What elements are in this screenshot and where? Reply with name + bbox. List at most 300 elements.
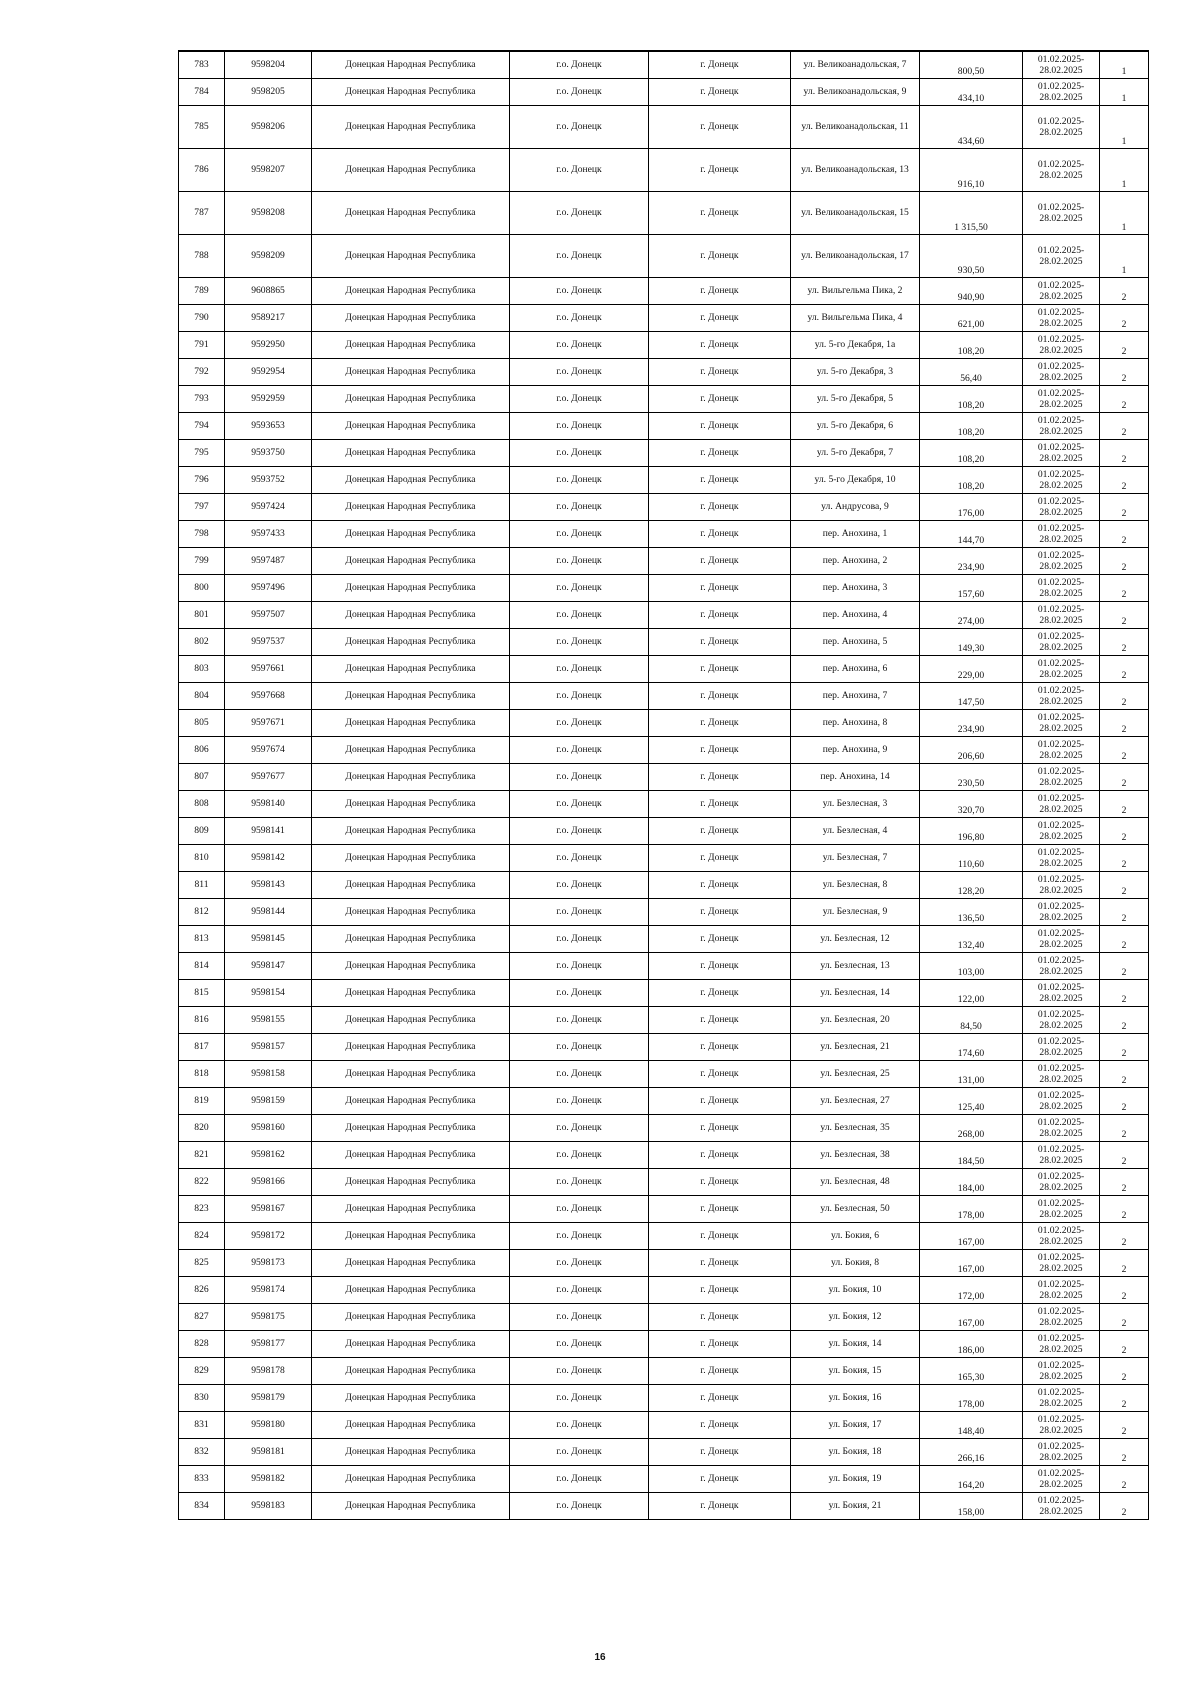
object-id: 9592950 <box>225 331 312 358</box>
object-id: 9598204 <box>225 51 312 78</box>
table-row <box>179 304 1149 331</box>
city-cell: г. Донецк <box>649 1384 791 1411</box>
table-row <box>179 763 1149 790</box>
table-row <box>179 385 1149 412</box>
count-cell: 2 <box>1100 979 1149 1006</box>
district-cell: г.о. Донецк <box>510 105 649 148</box>
address-cell: ул. Бокия, 18 <box>791 1438 920 1465</box>
count-cell: 2 <box>1100 1357 1149 1384</box>
city-cell: г. Донецк <box>649 574 791 601</box>
table-row <box>179 601 1149 628</box>
city-cell: г. Донецк <box>649 925 791 952</box>
table-row <box>179 1222 1149 1249</box>
period-cell: 01.02.2025-28.02.2025 <box>1023 520 1100 547</box>
region-cell: Донецкая Народная Республика <box>312 736 510 763</box>
amount-cell: 234,90 <box>920 547 1023 574</box>
amount-cell: 103,00 <box>920 952 1023 979</box>
amount-cell: 108,20 <box>920 466 1023 493</box>
period-cell: 01.02.2025-28.02.2025 <box>1023 628 1100 655</box>
region-cell: Донецкая Народная Республика <box>312 105 510 148</box>
amount-cell: 940,90 <box>920 277 1023 304</box>
object-id: 9597677 <box>225 763 312 790</box>
city-cell: г. Донецк <box>649 1006 791 1033</box>
amount-cell: 174,60 <box>920 1033 1023 1060</box>
period-cell: 01.02.2025-28.02.2025 <box>1023 105 1100 148</box>
period-cell: 01.02.2025-28.02.2025 <box>1023 655 1100 682</box>
city-cell: г. Донецк <box>649 736 791 763</box>
address-cell: ул. Безлесная, 12 <box>791 925 920 952</box>
city-cell: г. Донецк <box>649 78 791 105</box>
address-cell: ул. Великоанадольская, 11 <box>791 105 920 148</box>
city-cell: г. Донецк <box>649 331 791 358</box>
region-cell: Донецкая Народная Республика <box>312 790 510 817</box>
count-cell: 2 <box>1100 763 1149 790</box>
row-number: 826 <box>179 1276 225 1303</box>
period-cell: 01.02.2025-28.02.2025 <box>1023 51 1100 78</box>
address-cell: пер. Анохина, 1 <box>791 520 920 547</box>
city-cell: г. Донецк <box>649 1222 791 1249</box>
table-row <box>179 78 1149 105</box>
count-cell: 1 <box>1100 51 1149 78</box>
object-id: 9597487 <box>225 547 312 574</box>
address-cell: ул. Безлесная, 4 <box>791 817 920 844</box>
district-cell: г.о. Донецк <box>510 790 649 817</box>
row-number: 834 <box>179 1492 225 1519</box>
table-row <box>179 1330 1149 1357</box>
address-cell: ул. Безлесная, 8 <box>791 871 920 898</box>
row-number: 819 <box>179 1087 225 1114</box>
address-cell: пер. Анохина, 3 <box>791 574 920 601</box>
district-cell: г.о. Донецк <box>510 520 649 547</box>
region-cell: Донецкая Народная Республика <box>312 844 510 871</box>
district-cell: г.о. Донецк <box>510 871 649 898</box>
period-cell: 01.02.2025-28.02.2025 <box>1023 439 1100 466</box>
table-row <box>179 234 1149 277</box>
amount-cell: 131,00 <box>920 1060 1023 1087</box>
period-cell: 01.02.2025-28.02.2025 <box>1023 574 1100 601</box>
district-cell: г.о. Донецк <box>510 191 649 234</box>
table-row <box>179 1438 1149 1465</box>
amount-cell: 149,30 <box>920 628 1023 655</box>
address-cell: ул. 5-го Декабря, 1а <box>791 331 920 358</box>
row-number: 800 <box>179 574 225 601</box>
row-number: 804 <box>179 682 225 709</box>
table-row <box>179 1357 1149 1384</box>
address-cell: ул. Бокия, 12 <box>791 1303 920 1330</box>
city-cell: г. Донецк <box>649 898 791 925</box>
region-cell: Донецкая Народная Республика <box>312 1060 510 1087</box>
city-cell: г. Донецк <box>649 763 791 790</box>
district-cell: г.о. Донецк <box>510 412 649 439</box>
count-cell: 2 <box>1100 385 1149 412</box>
amount-cell: 108,20 <box>920 412 1023 439</box>
table-row <box>179 1168 1149 1195</box>
row-number: 796 <box>179 466 225 493</box>
address-cell: ул. 5-го Декабря, 5 <box>791 385 920 412</box>
region-cell: Донецкая Народная Республика <box>312 331 510 358</box>
table-row <box>179 1141 1149 1168</box>
district-cell: г.о. Донецк <box>510 817 649 844</box>
table-row <box>179 105 1149 148</box>
district-cell: г.о. Донецк <box>510 655 649 682</box>
period-cell: 01.02.2025-28.02.2025 <box>1023 1384 1100 1411</box>
period-cell: 01.02.2025-28.02.2025 <box>1023 682 1100 709</box>
region-cell: Донецкая Народная Республика <box>312 1222 510 1249</box>
row-number: 809 <box>179 817 225 844</box>
row-number: 790 <box>179 304 225 331</box>
registry-table-body <box>179 51 1149 1519</box>
table-row <box>179 1033 1149 1060</box>
address-cell: ул. 5-го Декабря, 10 <box>791 466 920 493</box>
count-cell: 2 <box>1100 1438 1149 1465</box>
region-cell: Донецкая Народная Республика <box>312 1492 510 1519</box>
object-id: 9597433 <box>225 520 312 547</box>
region-cell: Донецкая Народная Республика <box>312 1465 510 1492</box>
city-cell: г. Донецк <box>649 871 791 898</box>
region-cell: Донецкая Народная Республика <box>312 1114 510 1141</box>
amount-cell: 125,40 <box>920 1087 1023 1114</box>
district-cell: г.о. Донецк <box>510 78 649 105</box>
amount-cell: 108,20 <box>920 385 1023 412</box>
table-row <box>179 655 1149 682</box>
object-id: 9598178 <box>225 1357 312 1384</box>
amount-cell: 157,60 <box>920 574 1023 601</box>
table-row <box>179 682 1149 709</box>
district-cell: г.о. Донецк <box>510 1195 649 1222</box>
table-row <box>179 1087 1149 1114</box>
table-row <box>179 1411 1149 1438</box>
table-row <box>179 191 1149 234</box>
table-row <box>179 1060 1149 1087</box>
period-cell: 01.02.2025-28.02.2025 <box>1023 1060 1100 1087</box>
object-id: 9608865 <box>225 277 312 304</box>
period-cell: 01.02.2025-28.02.2025 <box>1023 148 1100 191</box>
count-cell: 2 <box>1100 925 1149 952</box>
district-cell: г.о. Донецк <box>510 844 649 871</box>
count-cell: 2 <box>1100 1330 1149 1357</box>
region-cell: Донецкая Народная Республика <box>312 466 510 493</box>
address-cell: пер. Анохина, 14 <box>791 763 920 790</box>
amount-cell: 56,40 <box>920 358 1023 385</box>
region-cell: Донецкая Народная Республика <box>312 78 510 105</box>
amount-cell: 229,00 <box>920 655 1023 682</box>
object-id: 9598141 <box>225 817 312 844</box>
count-cell: 2 <box>1100 493 1149 520</box>
count-cell: 2 <box>1100 1195 1149 1222</box>
district-cell: г.о. Донецк <box>510 925 649 952</box>
address-cell: ул. Безлесная, 13 <box>791 952 920 979</box>
amount-cell: 434,60 <box>920 105 1023 148</box>
amount-cell: 268,00 <box>920 1114 1023 1141</box>
address-cell: ул. Великоанадольская, 9 <box>791 78 920 105</box>
city-cell: г. Донецк <box>649 148 791 191</box>
district-cell: г.о. Донецк <box>510 979 649 1006</box>
region-cell: Донецкая Народная Республика <box>312 1249 510 1276</box>
address-cell: ул. Безлесная, 48 <box>791 1168 920 1195</box>
row-number: 788 <box>179 234 225 277</box>
object-id: 9598174 <box>225 1276 312 1303</box>
address-cell: ул. 5-го Декабря, 6 <box>791 412 920 439</box>
amount-cell: 128,20 <box>920 871 1023 898</box>
row-number: 785 <box>179 105 225 148</box>
district-cell: г.о. Донецк <box>510 1006 649 1033</box>
object-id: 9598143 <box>225 871 312 898</box>
object-id: 9598207 <box>225 148 312 191</box>
address-cell: пер. Анохина, 7 <box>791 682 920 709</box>
amount-cell: 434,10 <box>920 78 1023 105</box>
period-cell: 01.02.2025-28.02.2025 <box>1023 412 1100 439</box>
address-cell: ул. Безлесная, 7 <box>791 844 920 871</box>
district-cell: г.о. Донецк <box>510 493 649 520</box>
count-cell: 2 <box>1100 817 1149 844</box>
region-cell: Донецкая Народная Республика <box>312 1411 510 1438</box>
city-cell: г. Донецк <box>649 191 791 234</box>
count-cell: 1 <box>1100 148 1149 191</box>
amount-cell: 136,50 <box>920 898 1023 925</box>
object-id: 9589217 <box>225 304 312 331</box>
amount-cell: 186,00 <box>920 1330 1023 1357</box>
address-cell: ул. Безлесная, 25 <box>791 1060 920 1087</box>
region-cell: Донецкая Народная Республика <box>312 1438 510 1465</box>
address-cell: ул. 5-го Декабря, 3 <box>791 358 920 385</box>
row-number: 825 <box>179 1249 225 1276</box>
row-number: 786 <box>179 148 225 191</box>
district-cell: г.о. Донецк <box>510 1168 649 1195</box>
amount-cell: 206,60 <box>920 736 1023 763</box>
address-cell: ул. Безлесная, 3 <box>791 790 920 817</box>
region-cell: Донецкая Народная Республика <box>312 952 510 979</box>
object-id: 9598142 <box>225 844 312 871</box>
count-cell: 2 <box>1100 1087 1149 1114</box>
region-cell: Донецкая Народная Республика <box>312 871 510 898</box>
amount-cell: 176,00 <box>920 493 1023 520</box>
district-cell: г.о. Донецк <box>510 1438 649 1465</box>
row-number: 803 <box>179 655 225 682</box>
address-cell: ул. Великоанадольская, 15 <box>791 191 920 234</box>
row-number: 817 <box>179 1033 225 1060</box>
district-cell: г.о. Донецк <box>510 1411 649 1438</box>
period-cell: 01.02.2025-28.02.2025 <box>1023 304 1100 331</box>
object-id: 9598145 <box>225 925 312 952</box>
count-cell: 2 <box>1100 790 1149 817</box>
table-row <box>179 790 1149 817</box>
period-cell: 01.02.2025-28.02.2025 <box>1023 1141 1100 1168</box>
address-cell: ул. Бокия, 19 <box>791 1465 920 1492</box>
city-cell: г. Донецк <box>649 493 791 520</box>
object-id: 9598158 <box>225 1060 312 1087</box>
city-cell: г. Донецк <box>649 628 791 655</box>
count-cell: 2 <box>1100 1303 1149 1330</box>
period-cell: 01.02.2025-28.02.2025 <box>1023 1411 1100 1438</box>
address-cell: ул. Бокия, 10 <box>791 1276 920 1303</box>
period-cell: 01.02.2025-28.02.2025 <box>1023 385 1100 412</box>
city-cell: г. Донецк <box>649 1114 791 1141</box>
amount-cell: 110,60 <box>920 844 1023 871</box>
table-row <box>179 51 1149 78</box>
amount-cell: 132,40 <box>920 925 1023 952</box>
city-cell: г. Донецк <box>649 1357 791 1384</box>
region-cell: Донецкая Народная Республика <box>312 493 510 520</box>
period-cell: 01.02.2025-28.02.2025 <box>1023 817 1100 844</box>
count-cell: 2 <box>1100 1006 1149 1033</box>
table-row <box>179 925 1149 952</box>
count-cell: 2 <box>1100 331 1149 358</box>
row-number: 793 <box>179 385 225 412</box>
row-number: 798 <box>179 520 225 547</box>
region-cell: Донецкая Народная Республика <box>312 191 510 234</box>
amount-cell: 167,00 <box>920 1222 1023 1249</box>
city-cell: г. Донецк <box>649 1276 791 1303</box>
object-id: 9598172 <box>225 1222 312 1249</box>
city-cell: г. Донецк <box>649 358 791 385</box>
address-cell: ул. Безлесная, 21 <box>791 1033 920 1060</box>
period-cell: 01.02.2025-28.02.2025 <box>1023 331 1100 358</box>
object-id: 9592954 <box>225 358 312 385</box>
amount-cell: 108,20 <box>920 331 1023 358</box>
region-cell: Донецкая Народная Республика <box>312 601 510 628</box>
table-row <box>179 628 1149 655</box>
period-cell: 01.02.2025-28.02.2025 <box>1023 1222 1100 1249</box>
period-cell: 01.02.2025-28.02.2025 <box>1023 1492 1100 1519</box>
city-cell: г. Донецк <box>649 385 791 412</box>
amount-cell: 165,30 <box>920 1357 1023 1384</box>
address-cell: пер. Анохина, 5 <box>791 628 920 655</box>
period-cell: 01.02.2025-28.02.2025 <box>1023 191 1100 234</box>
row-number: 833 <box>179 1465 225 1492</box>
district-cell: г.о. Донецк <box>510 601 649 628</box>
period-cell: 01.02.2025-28.02.2025 <box>1023 1303 1100 1330</box>
row-number: 808 <box>179 790 225 817</box>
city-cell: г. Донецк <box>649 1087 791 1114</box>
period-cell: 01.02.2025-28.02.2025 <box>1023 1249 1100 1276</box>
amount-cell: 184,50 <box>920 1141 1023 1168</box>
amount-cell: 108,20 <box>920 439 1023 466</box>
table-row <box>179 1114 1149 1141</box>
object-id: 9598140 <box>225 790 312 817</box>
region-cell: Донецкая Народная Республика <box>312 520 510 547</box>
table-row <box>179 1303 1149 1330</box>
row-number: 830 <box>179 1384 225 1411</box>
region-cell: Донецкая Народная Республика <box>312 51 510 78</box>
city-cell: г. Донецк <box>649 1303 791 1330</box>
period-cell: 01.02.2025-28.02.2025 <box>1023 871 1100 898</box>
count-cell: 2 <box>1100 1114 1149 1141</box>
address-cell: пер. Анохина, 4 <box>791 601 920 628</box>
row-number: 823 <box>179 1195 225 1222</box>
district-cell: г.о. Донецк <box>510 385 649 412</box>
count-cell: 2 <box>1100 1276 1149 1303</box>
address-cell: ул. Бокия, 8 <box>791 1249 920 1276</box>
count-cell: 2 <box>1100 844 1149 871</box>
city-cell: г. Донецк <box>649 1411 791 1438</box>
row-number: 810 <box>179 844 225 871</box>
row-number: 811 <box>179 871 225 898</box>
object-id: 9597668 <box>225 682 312 709</box>
count-cell: 2 <box>1100 1492 1149 1519</box>
region-cell: Донецкая Народная Республика <box>312 574 510 601</box>
table-row <box>179 1492 1149 1519</box>
object-id: 9598167 <box>225 1195 312 1222</box>
table-row <box>179 148 1149 191</box>
region-cell: Донецкая Народная Республика <box>312 709 510 736</box>
count-cell: 2 <box>1100 277 1149 304</box>
city-cell: г. Донецк <box>649 547 791 574</box>
district-cell: г.о. Донецк <box>510 682 649 709</box>
district-cell: г.о. Донецк <box>510 1357 649 1384</box>
table-row <box>179 277 1149 304</box>
period-cell: 01.02.2025-28.02.2025 <box>1023 709 1100 736</box>
district-cell: г.о. Донецк <box>510 1384 649 1411</box>
district-cell: г.о. Донецк <box>510 1492 649 1519</box>
district-cell: г.о. Донецк <box>510 277 649 304</box>
city-cell: г. Донецк <box>649 1141 791 1168</box>
row-number: 795 <box>179 439 225 466</box>
row-number: 783 <box>179 51 225 78</box>
city-cell: г. Донецк <box>649 1492 791 1519</box>
table-row <box>179 871 1149 898</box>
district-cell: г.о. Донецк <box>510 1141 649 1168</box>
city-cell: г. Донецк <box>649 1465 791 1492</box>
period-cell: 01.02.2025-28.02.2025 <box>1023 790 1100 817</box>
address-cell: ул. Великоанадольская, 13 <box>791 148 920 191</box>
amount-cell: 122,00 <box>920 979 1023 1006</box>
city-cell: г. Донецк <box>649 412 791 439</box>
table-row <box>179 520 1149 547</box>
amount-cell: 167,00 <box>920 1303 1023 1330</box>
district-cell: г.о. Донецк <box>510 1114 649 1141</box>
row-number: 806 <box>179 736 225 763</box>
region-cell: Донецкая Народная Республика <box>312 304 510 331</box>
district-cell: г.о. Донецк <box>510 466 649 493</box>
region-cell: Донецкая Народная Республика <box>312 439 510 466</box>
count-cell: 2 <box>1100 520 1149 547</box>
table-row <box>179 1465 1149 1492</box>
count-cell: 2 <box>1100 1222 1149 1249</box>
table-row <box>179 547 1149 574</box>
count-cell: 2 <box>1100 466 1149 493</box>
object-id: 9597537 <box>225 628 312 655</box>
city-cell: г. Донецк <box>649 234 791 277</box>
object-id: 9598179 <box>225 1384 312 1411</box>
city-cell: г. Донецк <box>649 790 791 817</box>
count-cell: 2 <box>1100 358 1149 385</box>
address-cell: ул. Безлесная, 14 <box>791 979 920 1006</box>
count-cell: 2 <box>1100 736 1149 763</box>
period-cell: 01.02.2025-28.02.2025 <box>1023 1033 1100 1060</box>
district-cell: г.о. Донецк <box>510 547 649 574</box>
period-cell: 01.02.2025-28.02.2025 <box>1023 925 1100 952</box>
period-cell: 01.02.2025-28.02.2025 <box>1023 1357 1100 1384</box>
address-cell: ул. Бокия, 6 <box>791 1222 920 1249</box>
district-cell: г.о. Донецк <box>510 574 649 601</box>
document-page <box>178 50 1148 1520</box>
region-cell: Донецкая Народная Республика <box>312 682 510 709</box>
amount-cell: 196,80 <box>920 817 1023 844</box>
district-cell: г.о. Донецк <box>510 1222 649 1249</box>
row-number: 792 <box>179 358 225 385</box>
row-number: 802 <box>179 628 225 655</box>
address-cell: пер. Анохина, 2 <box>791 547 920 574</box>
table-row <box>179 412 1149 439</box>
amount-cell: 274,00 <box>920 601 1023 628</box>
row-number: 794 <box>179 412 225 439</box>
period-cell: 01.02.2025-28.02.2025 <box>1023 358 1100 385</box>
address-cell: ул. Безлесная, 50 <box>791 1195 920 1222</box>
city-cell: г. Донецк <box>649 1438 791 1465</box>
row-number: 831 <box>179 1411 225 1438</box>
city-cell: г. Донецк <box>649 1033 791 1060</box>
district-cell: г.о. Донецк <box>510 148 649 191</box>
